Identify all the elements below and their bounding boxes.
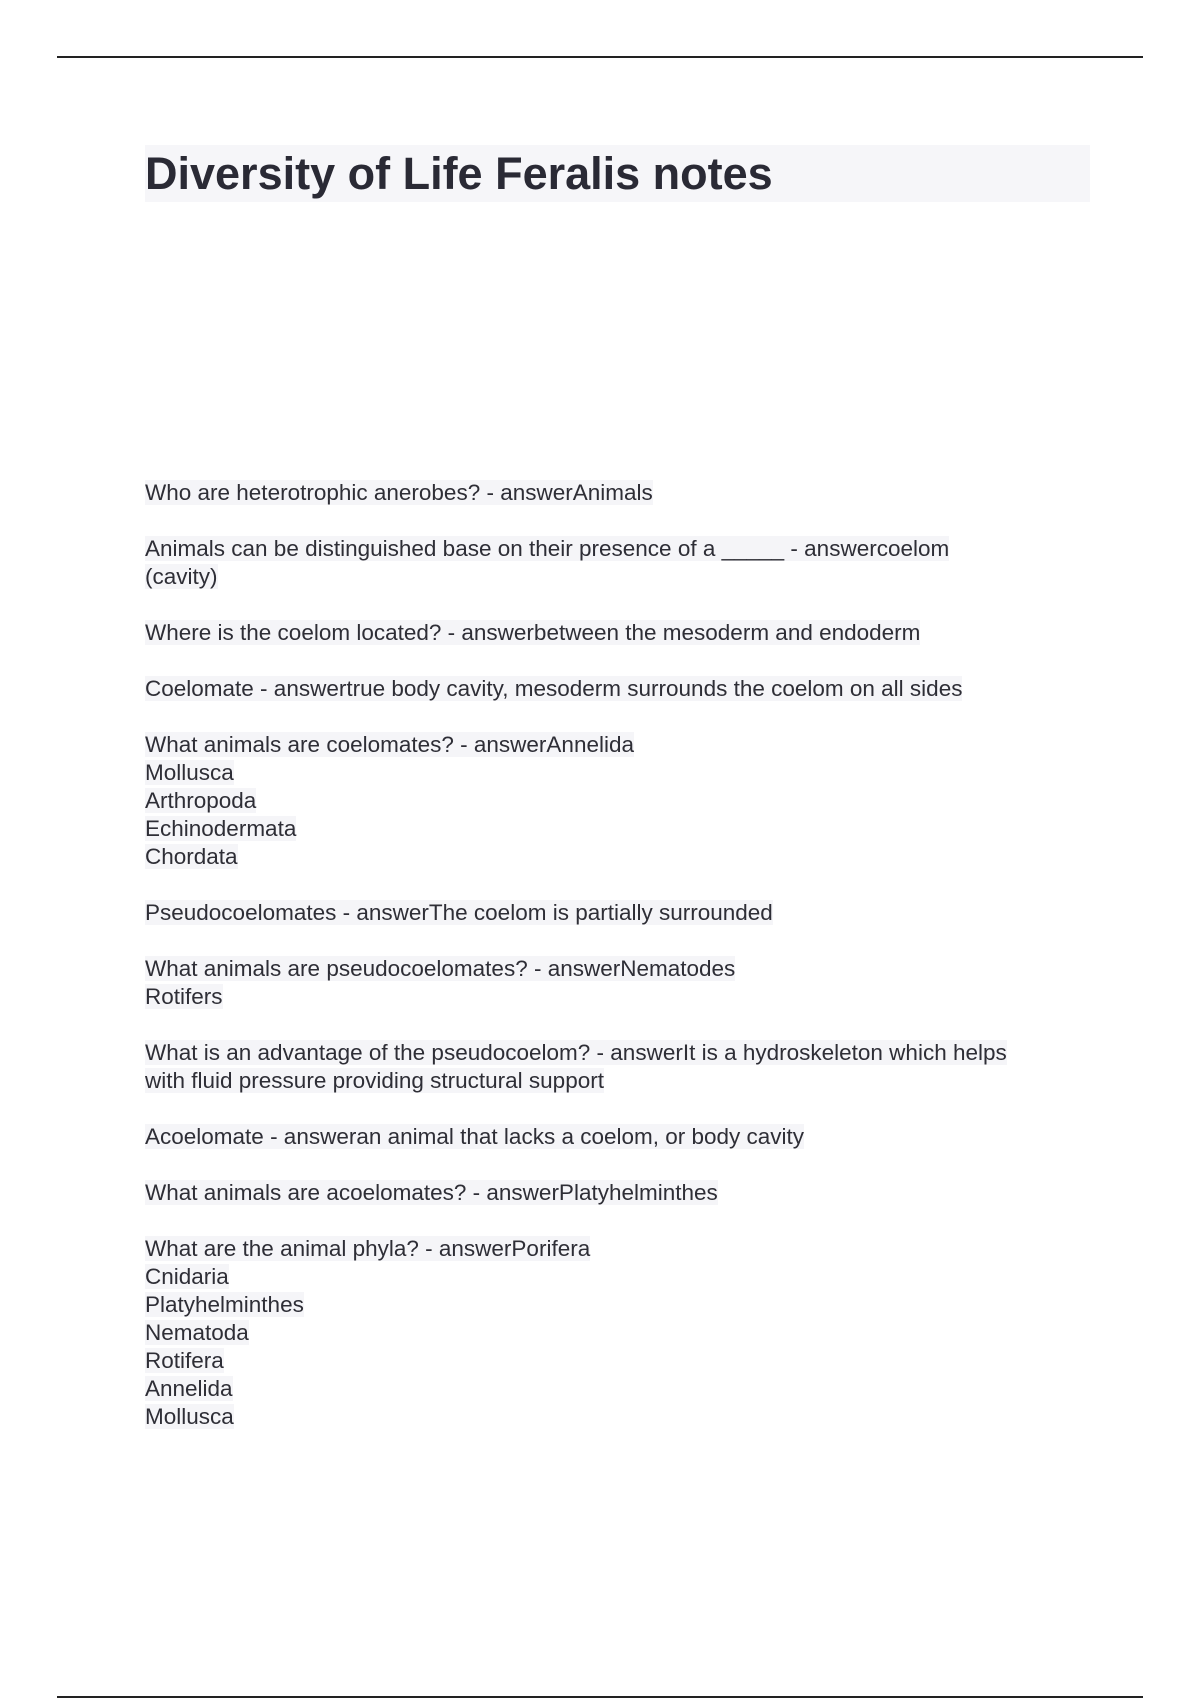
- qa-line-text: Coelomate - answertrue body cavity, mesoderm surrounds the coelom on all sides: [145, 676, 963, 701]
- qa-line-text: Mollusca: [145, 1404, 234, 1429]
- qa-line-text: Where is the coelom located? - answerbetween the mesoderm and endoderm: [145, 620, 921, 645]
- qa-item: [145, 731, 1095, 871]
- qa-line: [145, 1235, 1095, 1263]
- qa-line: [145, 983, 1095, 1011]
- qa-item: [145, 619, 1095, 647]
- qa-line: [145, 535, 1095, 563]
- qa-item: [145, 479, 1095, 507]
- qa-line-text: (cavity): [145, 564, 218, 589]
- qa-line: [145, 899, 1095, 927]
- qa-item: [145, 899, 1095, 927]
- qa-line-text: Chordata: [145, 844, 238, 869]
- bottom-rule: [57, 1696, 1143, 1698]
- qa-line: [145, 1039, 1095, 1067]
- qa-line: [145, 843, 1095, 871]
- qa-line: [145, 563, 1095, 591]
- qa-line-text: What are the animal phyla? - answerPorifera: [145, 1236, 591, 1261]
- qa-line-text: Rotifers: [145, 984, 223, 1009]
- qa-line: [145, 1123, 1095, 1151]
- qa-line-text: Nematoda: [145, 1320, 249, 1345]
- qa-line-text: What is an advantage of the pseudocoelom? - answerIt is a hydroskeleton which helps: [145, 1040, 1007, 1065]
- qa-item: [145, 1179, 1095, 1207]
- qa-line: [145, 1347, 1095, 1375]
- qa-line-text: Rotifera: [145, 1348, 224, 1373]
- qa-line: [145, 759, 1095, 787]
- qa-line-text: Echinodermata: [145, 816, 297, 841]
- qa-line-text: What animals are acoelomates? - answerPlatyhelminthes: [145, 1180, 718, 1205]
- document-title: Diversity of Life Feralis notes: [145, 148, 773, 199]
- qa-line-text: What animals are pseudocoelomates? - answerNematodes: [145, 956, 736, 981]
- qa-line-text: Platyhelminthes: [145, 1292, 304, 1317]
- top-rule: [57, 56, 1143, 58]
- qa-line-text: Cnidaria: [145, 1264, 229, 1289]
- qa-line-text: Annelida: [145, 1376, 233, 1401]
- qa-list: [145, 479, 1095, 1459]
- qa-line-text: with fluid pressure providing structural support: [145, 1068, 604, 1093]
- qa-line: [145, 1319, 1095, 1347]
- qa-line: [145, 1403, 1095, 1431]
- qa-line: [145, 1263, 1095, 1291]
- qa-line-text: Mollusca: [145, 760, 234, 785]
- qa-line-text: What animals are coelomates? - answerAnnelida: [145, 732, 634, 757]
- qa-item: [145, 1235, 1095, 1431]
- qa-line: [145, 1375, 1095, 1403]
- qa-line-text: Acoelomate - answeran animal that lacks a coelom, or body cavity: [145, 1124, 805, 1149]
- qa-item: [145, 535, 1095, 591]
- qa-line-text: Who are heterotrophic anerobes? - answerAnimals: [145, 480, 653, 505]
- qa-item: [145, 1123, 1095, 1151]
- qa-line-text: Animals can be distinguished base on their presence of a _____ - answercoelom: [145, 536, 950, 561]
- qa-line: [145, 1179, 1095, 1207]
- qa-line: [145, 1291, 1095, 1319]
- qa-line: [145, 619, 1095, 647]
- qa-line: [145, 787, 1095, 815]
- qa-line: [145, 731, 1095, 759]
- qa-line-text: Pseudocoelomates - answerThe coelom is partially surrounded: [145, 900, 773, 925]
- qa-item: [145, 1039, 1095, 1095]
- qa-line: [145, 815, 1095, 843]
- qa-line: [145, 1067, 1095, 1095]
- qa-line: [145, 955, 1095, 983]
- qa-item: [145, 955, 1095, 1011]
- qa-line-text: Arthropoda: [145, 788, 257, 813]
- qa-item: [145, 675, 1095, 703]
- qa-line: [145, 675, 1095, 703]
- qa-line: [145, 479, 1095, 507]
